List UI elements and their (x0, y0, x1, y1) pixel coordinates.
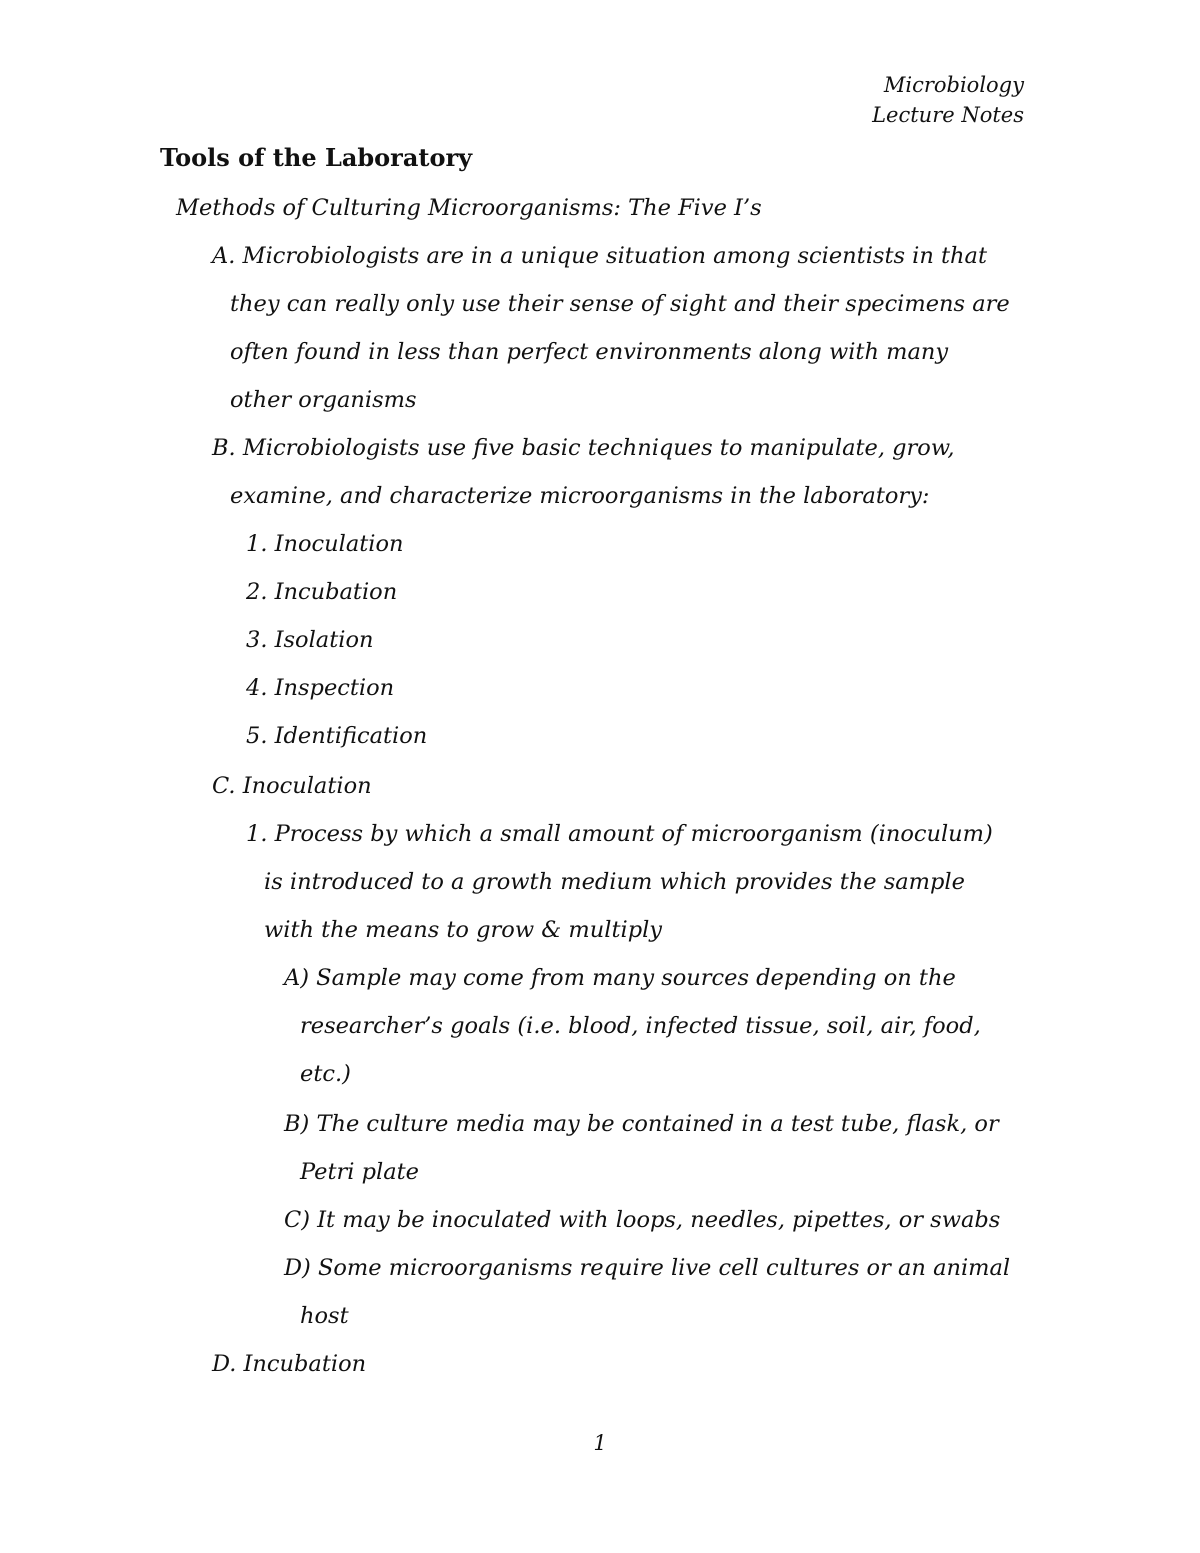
header-course: Microbiology (883, 73, 1024, 97)
page-number: 1 (593, 1431, 607, 1455)
list-item-cont: with the means to grow & multiply (264, 917, 663, 943)
list-item: 1. Inoculation (246, 531, 404, 557)
outline-item-b-cont: examine, and characterize microorganisms in the laboratory: (230, 483, 930, 509)
sub-item-a: A) Sample may come from many sources depending on the (284, 965, 956, 991)
outline-item-c: C. Inoculation (212, 773, 372, 799)
sub-item-d: D) Some microorganisms require live cell cultures or an animal (284, 1255, 1011, 1281)
sub-item-d-cont: host (300, 1303, 349, 1329)
outline-item-b: B. Microbiologists use five basic techniques to manipulate, grow, (212, 435, 955, 461)
page-title: Tools of the Laboratory (160, 143, 473, 172)
list-item: 1. Process by which a small amount of microorganism (inoculum) (246, 821, 993, 847)
list-item: 4. Inspection (246, 675, 395, 701)
list-item: 3. Isolation (246, 627, 374, 653)
list-item: 2. Incubation (246, 579, 398, 605)
page-header (872, 70, 1024, 130)
sub-item-b-cont: Petri plate (300, 1159, 419, 1185)
sub-item-a-cont: etc.) (300, 1061, 351, 1087)
list-item-cont: is introduced to a growth medium which provides the sample (264, 869, 965, 895)
list-item: 5. Identification (246, 723, 428, 749)
sub-item-a-cont: researcher’s goals (i.e. blood, infected tissue, soil, air, food, (300, 1013, 981, 1039)
outline-item-a-cont: other organisms (230, 387, 417, 413)
outline-item-d: D. Incubation (212, 1351, 367, 1377)
section-subtitle: Methods of Culturing Microorganisms: The Five I’s (176, 195, 762, 221)
outline-item-a-cont: often found in less than perfect environments along with many (230, 339, 949, 365)
outline-item-a-cont: they can really only use their sense of sight and their specimens are (230, 291, 1010, 317)
header-doc-type: Lecture Notes (872, 103, 1024, 127)
outline-item-a: A. Microbiologists are in a unique situation among scientists in that (212, 243, 988, 269)
sub-item-c: C) It may be inoculated with loops, needles, pipettes, or swabs (284, 1207, 1001, 1233)
sub-item-b: B) The culture media may be contained in a test tube, flask, or (284, 1111, 999, 1137)
